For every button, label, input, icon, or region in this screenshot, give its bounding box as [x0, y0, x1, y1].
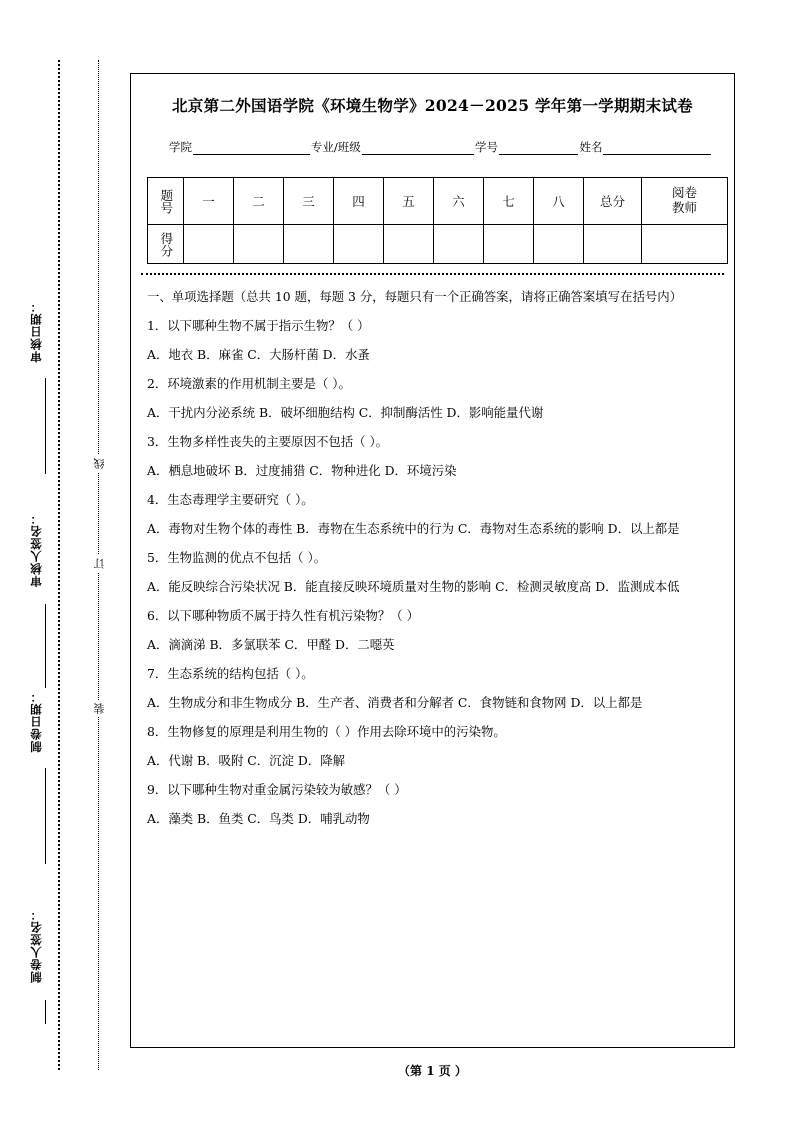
col-header-7: 七 [484, 178, 534, 225]
left-margin-column [0, 0, 118, 1122]
table-row-question-numbers [148, 178, 728, 225]
table-row-scores [148, 225, 728, 264]
field-label-major-class: 专业/班级 [310, 140, 361, 155]
margin-dotted-line-outer [58, 60, 60, 1070]
question-options-9: A．藻类 B．鱼类 C．鸟类 D．哺乳动物 [147, 810, 370, 826]
margin-rule-3 [45, 768, 46, 864]
col-header-5: 五 [384, 178, 434, 225]
score-cell-total[interactable] [584, 225, 642, 264]
score-cell-7[interactable] [484, 225, 534, 264]
col-header-4: 四 [334, 178, 384, 225]
field-label-student-id: 学号 [474, 140, 498, 155]
binding-mark-line: 线 [92, 455, 108, 472]
score-cell-8[interactable] [534, 225, 584, 264]
col-header-marker [642, 178, 728, 225]
score-cell-1[interactable] [184, 225, 234, 264]
row-label-score: 得分 [148, 225, 184, 264]
question-body [147, 288, 718, 828]
page-title: 北京第二外国语学院《环境生物学》2024－2025 学年第一学期期末试卷 [172, 96, 693, 115]
question-stem-4: 4．生态毒理学主要研究（ ）。 [147, 492, 314, 508]
question-stem-2: 2．环境激素的作用机制主要是（ ）。 [147, 376, 351, 392]
score-cell-3[interactable] [284, 225, 334, 264]
col-header-total: 总分 [584, 178, 642, 225]
question-stem-1: 1．以下哪种生物不属于指示生物？（ ） [147, 318, 370, 334]
question-options-7: A．生物成分和非生物成分 B．生产者、消费者和分解者 C．食物链和食物网 D．以上都是 [147, 694, 643, 710]
col-header-6: 六 [434, 178, 484, 225]
score-cell-5[interactable] [384, 225, 434, 264]
margin-label-reviewer-signature: 审核人签名： [29, 512, 43, 587]
question-stem-6: 6．以下哪种物质不属于持久性有机污染物？（ ） [147, 607, 420, 623]
question-stem-7: 7．生态系统的结构包括（ ）。 [147, 665, 314, 681]
score-cell-6[interactable] [434, 225, 484, 264]
margin-label-produce-date: 制卷日期： [29, 690, 43, 753]
score-table [147, 177, 728, 264]
field-label-name: 姓名 [579, 140, 603, 155]
section-divider [141, 273, 724, 275]
score-cell-2[interactable] [234, 225, 284, 264]
margin-rule-1 [45, 378, 46, 474]
row-label-question-no: 题号 [148, 178, 184, 225]
margin-rule-4 [45, 1000, 46, 1024]
section-heading: 一、单项选择题（总共 10 题，每题 3 分，每题只有一个正确答案，请将正确答案填写在括号内） [147, 289, 683, 305]
question-stem-8: 8．生物修复的原理是利用生物的（ ）作用去除环境中的污染物。 [147, 723, 506, 739]
binding-mark-assemble: 装 [92, 700, 108, 717]
question-options-8: A．代谢 B．吸附 C．沉淀 D．降解 [147, 752, 345, 768]
score-cell-marker[interactable] [642, 225, 728, 264]
question-options-5: A．能反映综合污染状况 B．能直接反映环境质量对生物的影响 C．检测灵敏度高 D．监测成本低 [147, 578, 680, 594]
question-options-1: A．地衣 B．麻雀 C．大肠杆菌 D．水蚤 [147, 347, 370, 363]
field-label-college: 学院 [169, 140, 192, 155]
question-options-4: A．毒物对生物个体的毒性 B．毒物在生态系统中的行为 C．毒物对生态系统的影响 D．以上都是 [147, 521, 680, 536]
exam-sheet [130, 73, 735, 1048]
margin-label-producer-signature: 制卷人签名： [29, 908, 43, 983]
question-stem-5: 5．生物监测的优点不包括（ ）。 [147, 549, 327, 565]
question-options-6: A．滴滴涕 B．多氯联苯 C．甲醛 D．二噁英 [147, 636, 395, 652]
binding-mark-bind: 订 [92, 555, 108, 572]
question-stem-9: 9．以下哪种生物对重金属污染较为敏感？（ ） [147, 781, 407, 797]
marker-header-line-2: 教师 [671, 200, 697, 216]
col-header-1: 一 [184, 178, 234, 225]
field-input-major-class[interactable] [362, 142, 474, 155]
student-info-line [147, 139, 718, 155]
score-cell-4[interactable] [334, 225, 384, 264]
marker-header-line-1: 阅卷 [671, 185, 697, 201]
question-options-2: A．干扰内分泌系统 B．破坏细胞结构 C．抑制酶活性 D．影响能量代谢 [147, 405, 544, 421]
question-options-3: A．栖息地破坏 B．过度捕猎 C．物种进化 D．环境污染 [147, 463, 457, 479]
margin-rule-2 [45, 604, 46, 688]
question-stem-3: 3．生物多样性丧失的主要原因不包括（ ）。 [147, 434, 389, 450]
col-header-8: 八 [534, 178, 584, 225]
page-footer: （第 1 页 ） [398, 1064, 467, 1078]
col-header-3: 三 [284, 178, 334, 225]
field-input-name[interactable] [603, 142, 711, 155]
field-input-student-id[interactable] [499, 142, 578, 155]
field-input-college[interactable] [193, 142, 310, 155]
margin-label-review-date: 审核日期： [29, 300, 43, 363]
col-header-2: 二 [234, 178, 284, 225]
